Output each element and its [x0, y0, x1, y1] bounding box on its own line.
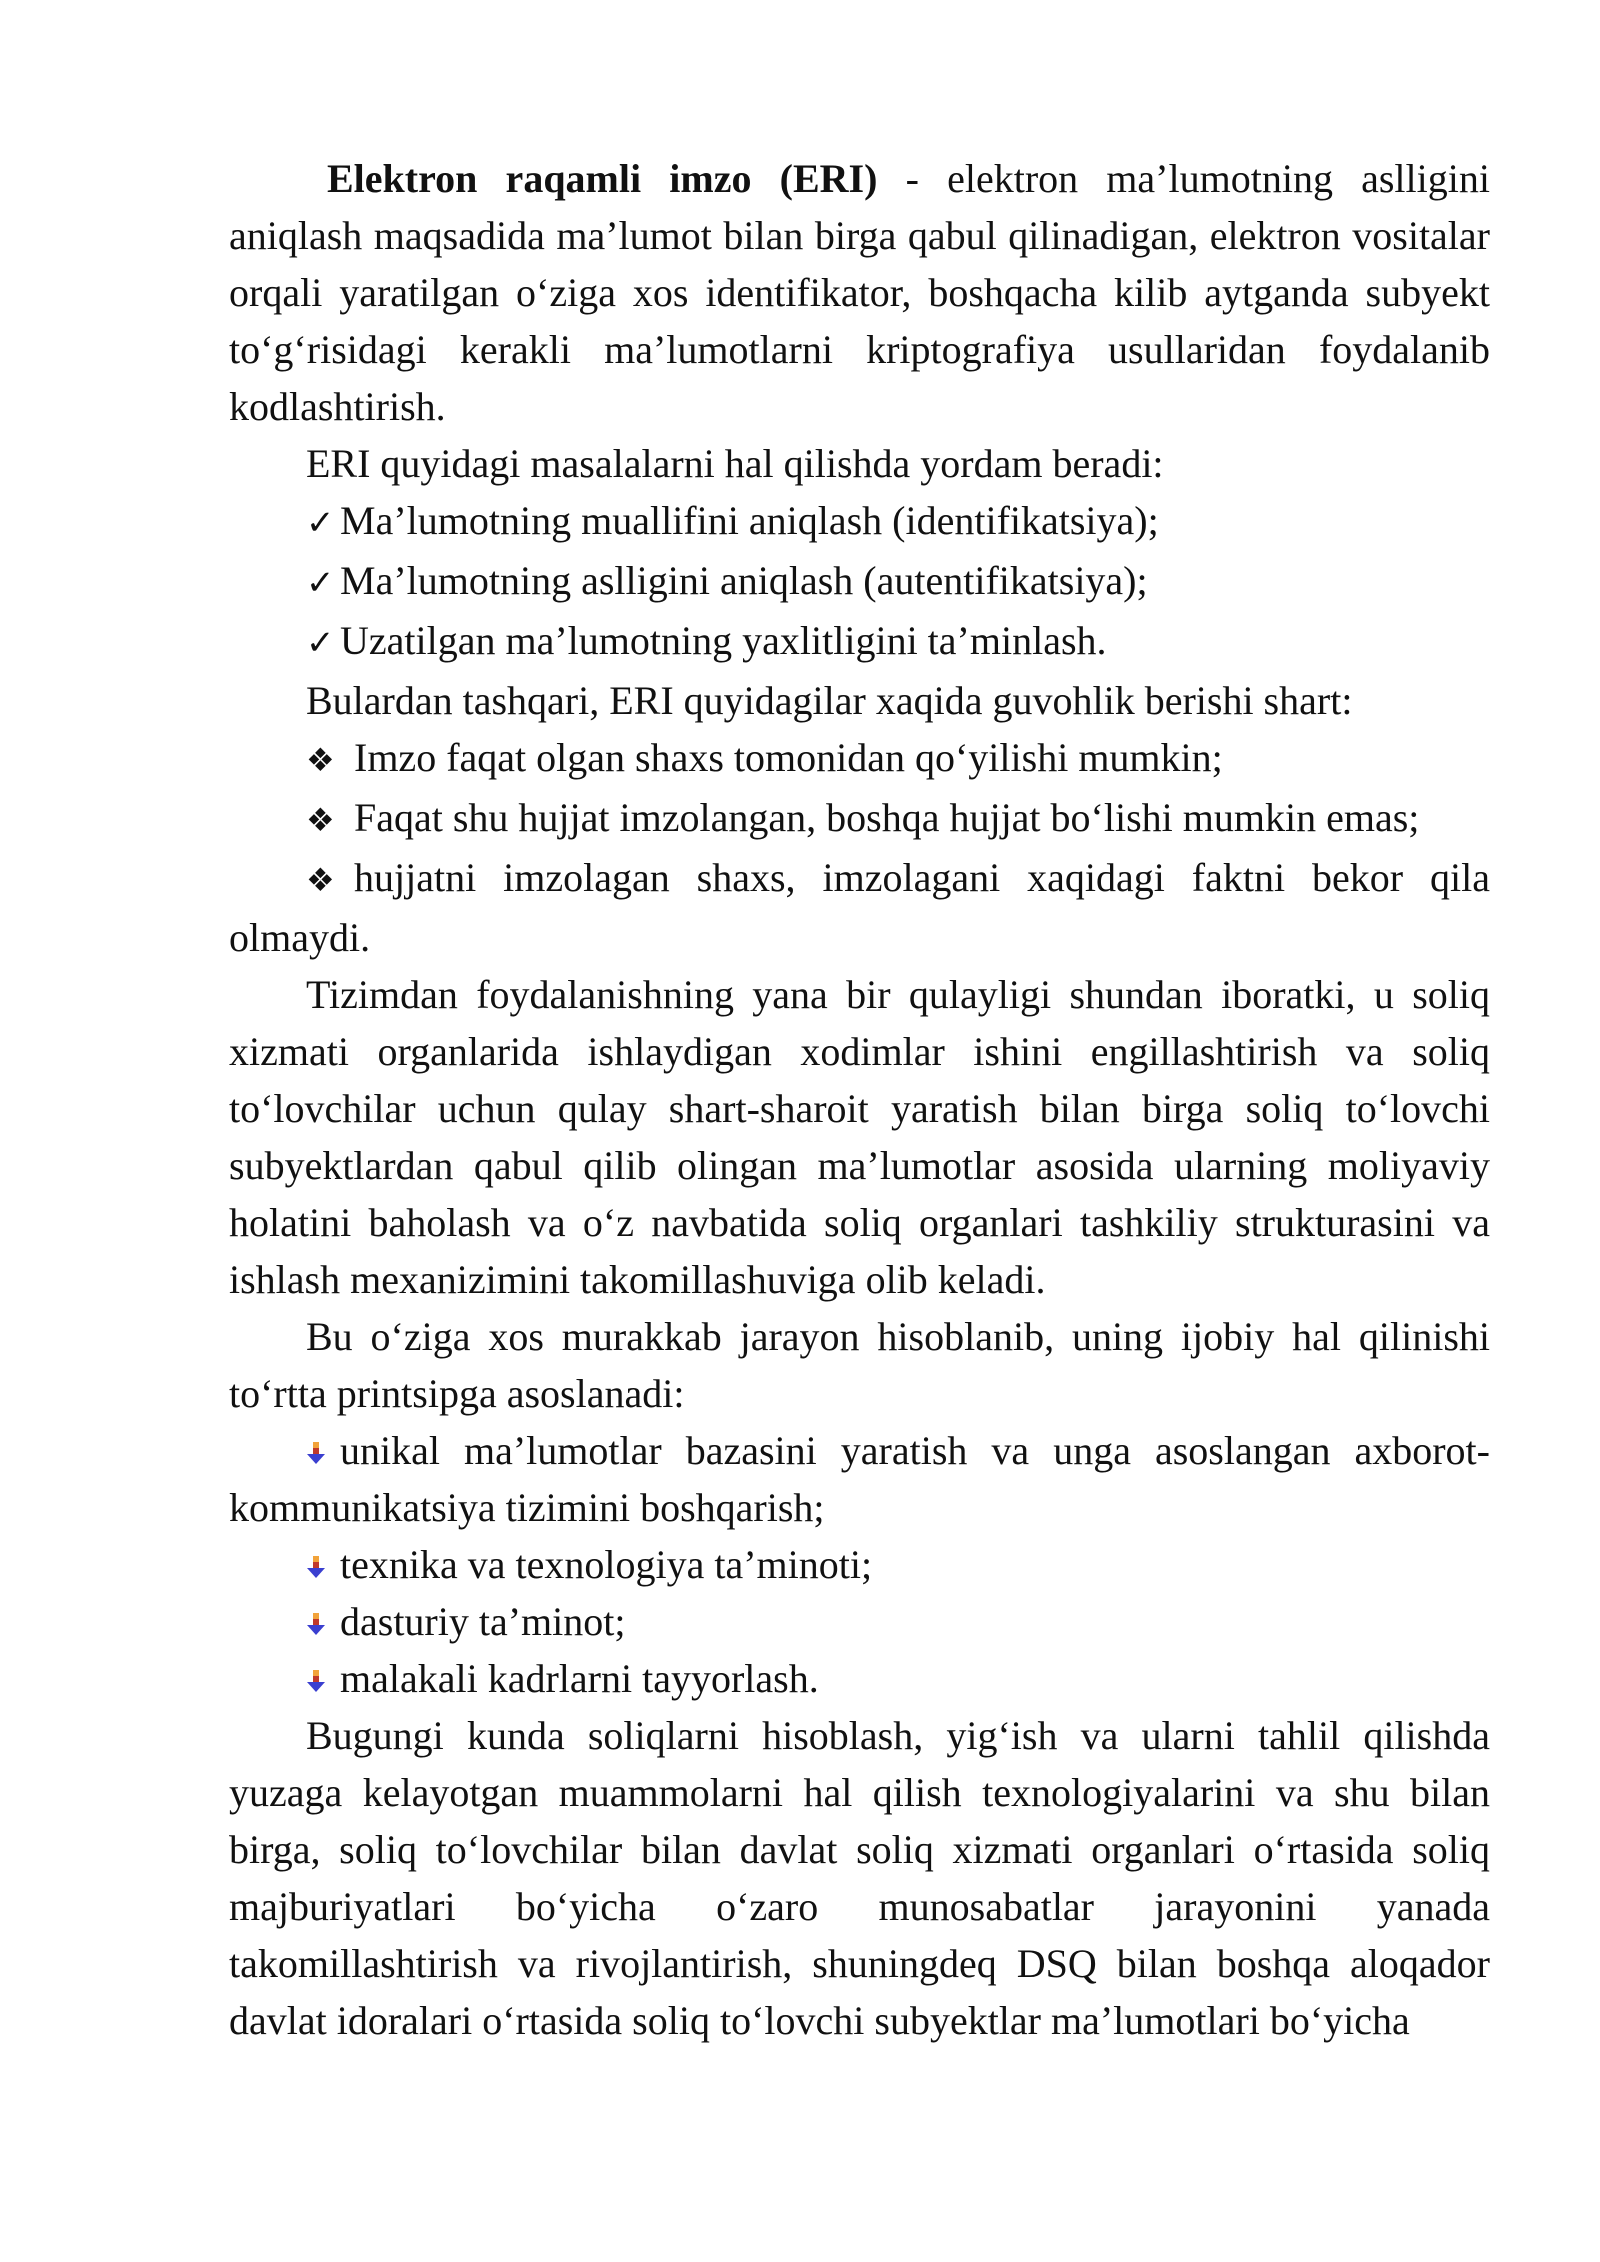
principle-item-text: malakali kadrlarni tayyorlash.	[340, 1656, 819, 1701]
list-item	[229, 1422, 1490, 1536]
principle-item-text: dasturiy ta’minot;	[340, 1599, 626, 1644]
guarantee-item-text: Imzo faqat olgan shaxs tomonidan qo‘yilishi mumkin;	[354, 735, 1223, 780]
diamond-bullet-icon: ❖	[306, 742, 335, 778]
eri-definition-paragraph	[229, 150, 1490, 435]
checkmark-icon: ✓	[306, 565, 335, 602]
checkmark-icon: ✓	[306, 505, 335, 542]
guarantees-lead: Bulardan tashqari, ERI quyidagilar xaqida guvohlik berishi shart:	[306, 678, 1353, 723]
list-item	[229, 1593, 1490, 1650]
list-item	[229, 729, 1490, 789]
list-item	[229, 612, 1490, 672]
guarantee-item-text: Faqat shu hujjat imzolangan, boshqa hujjat bo‘lishi mumkin emas;	[354, 795, 1420, 840]
checkmark-icon: ✓	[306, 625, 335, 662]
task-item-text: Ma’lumotning aslligini aniqlash (autentifikatsiya);	[340, 558, 1148, 603]
guarantee-item-text: hujjatni imzolagan shaxs, imzolagani xaqidagi faktni bekor qila olmaydi.	[229, 855, 1490, 960]
list-item	[229, 1536, 1490, 1593]
diamond-bullet-icon: ❖	[306, 802, 335, 838]
system-benefit-paragraph: Tizimdan foydalanishning yana bir qulayligi shundan iboratki, u soliq xizmati organlarida ishlaydigan xodimlar ishini engillashtirish va soliq to‘lovchilar uchun qulay shart-sharoit yaratish bilan birga soliq to‘lovchi subyektlardan qabul qilib olingan ma’lumotlar asosida ularning moliyaviy holatini baholash va o‘z navbatida soliq organlari tashkiliy strukturasini va ishlash mexanizimini takomillashuviga olib keladi.	[229, 972, 1490, 1302]
principle-item-text: unikal ma’lumotlar bazasini yaratish va unga asoslangan axborot-kommunikatsiya tizimini boshqarish;	[229, 1428, 1490, 1530]
list-item	[229, 1650, 1490, 1707]
arrow-down-icon	[306, 1536, 340, 1593]
principle-item-text: texnika va texnologiya ta’minoti;	[340, 1542, 873, 1587]
task-item-text: Ma’lumotning muallifini aniqlash (identifikatsiya);	[340, 498, 1159, 543]
list-item	[229, 492, 1490, 552]
list-item	[229, 552, 1490, 612]
arrow-down-icon	[306, 1650, 340, 1707]
eri-term: Elektron raqamli imzo (ERI)	[327, 156, 878, 201]
arrow-down-icon	[306, 1593, 340, 1650]
list-item	[229, 789, 1490, 849]
document-page	[229, 150, 1490, 2049]
arrow-down-icon	[306, 1422, 340, 1479]
task-item-text: Uzatilgan ma’lumotning yaxlitligini ta’minlash.	[340, 618, 1107, 663]
list-item	[229, 849, 1490, 966]
eri-definition-text: - elektron ma’lumotning aslligini aniqlash maqsadida ma’lumot bilan birga qabul qilinadigan, elektron vositalar orqali yaratilgan o‘ziga xos identifikator, boshqacha kilib aytganda subyekt to‘g‘risidagi kerakli ma’lumotlarni kriptografiya usullaridan foydalanib kodlashtirish.	[229, 156, 1491, 429]
principles-lead: Bu o‘ziga xos murakkab jarayon hisoblanib, uning ijobiy hal qilinishi to‘rtta printsipga asoslanadi:	[229, 1314, 1490, 1416]
diamond-bullet-icon: ❖	[306, 862, 335, 898]
today-paragraph: Bugungi kunda soliqlarni hisoblash, yig‘ish va ularni tahlil qilishda yuzaga kelayotgan muammolarni hal qilish texnologiyalarini va shu bilan birga, soliq to‘lovchilar bilan davlat soliq xizmati organlari o‘rtasida soliq majburiyatlari bo‘yicha o‘zaro munosabatlar jarayonini yanada takomillashtirish va rivojlantirish, shuningdeq DSQ bilan boshqa aloqador davlat idoralari o‘rtasida soliq to‘lovchi subyektlar ma’lumotlari bo‘yicha	[229, 1713, 1490, 2043]
tasks-lead: ERI quyidagi masalalarni hal qilishda yordam beradi:	[306, 441, 1164, 486]
